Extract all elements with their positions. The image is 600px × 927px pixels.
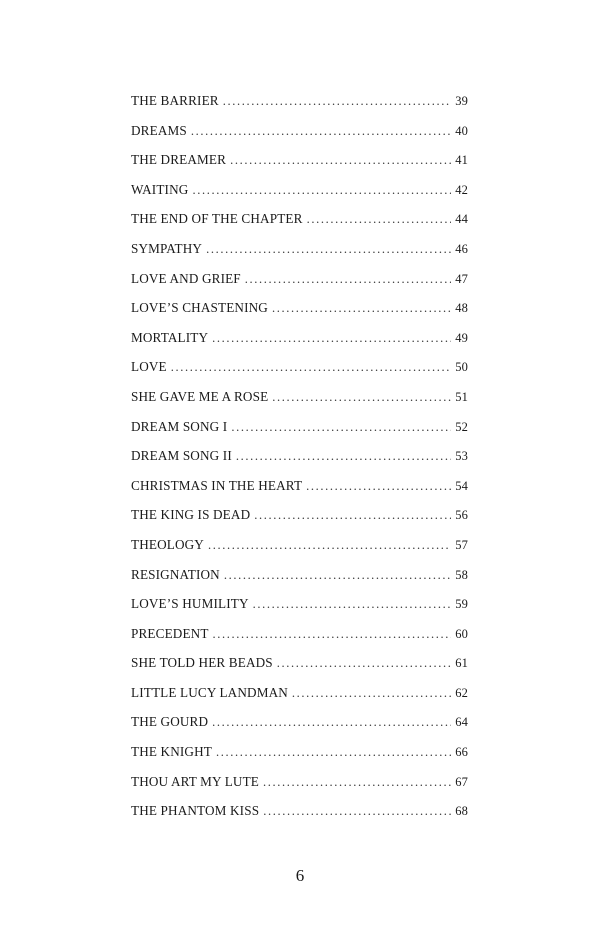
toc-entry-page: 68 — [455, 804, 468, 819]
toc-entry — [131, 803, 468, 833]
toc-entry-title: THE GOURD — [131, 714, 209, 730]
toc-entry — [131, 241, 468, 271]
dot-leader — [213, 627, 452, 642]
toc-entry-title: RESIGNATION — [131, 566, 220, 582]
dot-leader — [263, 804, 451, 819]
dot-leader — [171, 360, 451, 375]
toc-entry — [131, 300, 468, 330]
toc-entry — [131, 211, 468, 241]
dot-leader — [277, 656, 451, 671]
dot-leader — [272, 390, 451, 405]
toc-entry — [131, 537, 468, 567]
toc-entry-page: 48 — [455, 301, 468, 316]
dot-leader — [191, 124, 451, 139]
toc-entry-title: THEOLOGY — [131, 536, 204, 552]
toc-entry-title: LOVE — [131, 359, 167, 375]
dot-leader — [212, 715, 451, 730]
dot-leader — [245, 272, 451, 287]
toc-entry — [131, 567, 468, 597]
toc-entry — [131, 655, 468, 685]
toc-entry-title: THE PHANTOM KISS — [131, 803, 260, 819]
toc-entry — [131, 626, 468, 656]
toc-entry-page: 42 — [455, 182, 468, 197]
toc-entry-title: PRECEDENT — [131, 625, 209, 641]
toc-entry — [131, 774, 468, 804]
toc-entry — [131, 271, 468, 301]
toc-entry-page: 50 — [455, 360, 468, 375]
page-number: 6 — [295, 866, 305, 885]
dot-leader — [212, 331, 451, 346]
toc-entry-title: SHE GAVE ME A ROSE — [131, 388, 269, 404]
dot-leader — [230, 153, 451, 168]
dot-leader — [223, 94, 451, 109]
toc-entry — [131, 389, 468, 419]
toc-entry-title: LITTLE LUCY LANDMAN — [131, 684, 288, 700]
toc-entry-page: 57 — [455, 537, 468, 552]
toc-entry-page: 47 — [455, 271, 468, 286]
toc-entry-title: THE DREAMER — [131, 152, 227, 168]
toc-entry — [131, 152, 468, 182]
dot-leader — [216, 745, 451, 760]
dot-leader — [231, 420, 451, 435]
toc-entry-title: DREAM SONG I — [131, 418, 228, 434]
toc-entry — [131, 448, 468, 478]
toc-entry-page: 59 — [455, 597, 468, 612]
toc-entry-page: 49 — [455, 330, 468, 345]
toc-entry-page: 44 — [455, 212, 468, 227]
toc-entry — [131, 714, 468, 744]
toc-entry-title: THE KING IS DEAD — [131, 507, 251, 523]
dot-leader — [254, 508, 451, 523]
toc-entry-title: CHRISTMAS IN THE HEART — [131, 477, 303, 493]
toc-entry-title: WAITING — [131, 181, 189, 197]
dot-leader — [292, 686, 451, 701]
toc-entry-page: 53 — [455, 449, 468, 464]
toc-entry — [131, 596, 468, 626]
toc-entry-title: LOVE AND GRIEF — [131, 270, 241, 286]
toc-entry-title: DREAMS — [131, 122, 187, 138]
toc-entry-page: 56 — [455, 508, 468, 523]
toc-entry-title: THOU ART MY LUTE — [131, 773, 259, 789]
dot-leader — [263, 775, 451, 790]
toc-entry-title: MORTALITY — [131, 329, 209, 345]
toc-entry-page: 67 — [455, 774, 468, 789]
table-of-contents — [131, 93, 468, 833]
toc-entry-page: 58 — [455, 567, 468, 582]
toc-entry-title: THE END OF THE CHAPTER — [131, 211, 303, 227]
toc-entry — [131, 359, 468, 389]
dot-leader — [192, 183, 451, 198]
toc-entry — [131, 744, 468, 774]
toc-entry-page: 51 — [455, 389, 468, 404]
toc-entry-page: 60 — [455, 626, 468, 641]
dot-leader — [224, 568, 451, 583]
toc-entry-page: 54 — [455, 478, 468, 493]
toc-entry-page: 62 — [455, 685, 468, 700]
dot-leader — [206, 242, 451, 257]
toc-entry-title: DREAM SONG II — [131, 448, 232, 464]
toc-entry-page: 46 — [455, 241, 468, 256]
toc-entry — [131, 123, 468, 153]
toc-entry — [131, 330, 468, 360]
toc-entry-title: SHE TOLD HER BEADS — [131, 655, 273, 671]
toc-entry-title: THE KNIGHT — [131, 744, 212, 760]
toc-entry — [131, 93, 468, 123]
toc-entry — [131, 478, 468, 508]
toc-entry-page: 39 — [455, 94, 468, 108]
toc-entry-page: 66 — [455, 745, 468, 760]
dot-leader — [306, 479, 451, 494]
dot-leader — [272, 301, 451, 316]
dot-leader — [307, 212, 452, 227]
toc-entry-page: 52 — [455, 419, 468, 434]
dot-leader — [253, 597, 452, 612]
toc-entry-page: 61 — [455, 656, 468, 671]
toc-entry-title: LOVE’S HUMILITY — [131, 596, 249, 612]
toc-entry — [131, 419, 468, 449]
toc-entry — [131, 507, 468, 537]
dot-leader — [236, 449, 451, 464]
toc-entry — [131, 685, 468, 715]
toc-entry-title: THE BARRIER — [131, 93, 219, 108]
toc-entry-page: 41 — [455, 153, 468, 168]
toc-entry — [131, 182, 468, 212]
toc-entry-page: 40 — [455, 123, 468, 138]
dot-leader — [208, 538, 451, 553]
toc-entry-title: SYMPATHY — [131, 240, 203, 256]
toc-entry-title: LOVE’S CHASTENING — [131, 300, 268, 316]
toc-entry-page: 64 — [455, 715, 468, 730]
